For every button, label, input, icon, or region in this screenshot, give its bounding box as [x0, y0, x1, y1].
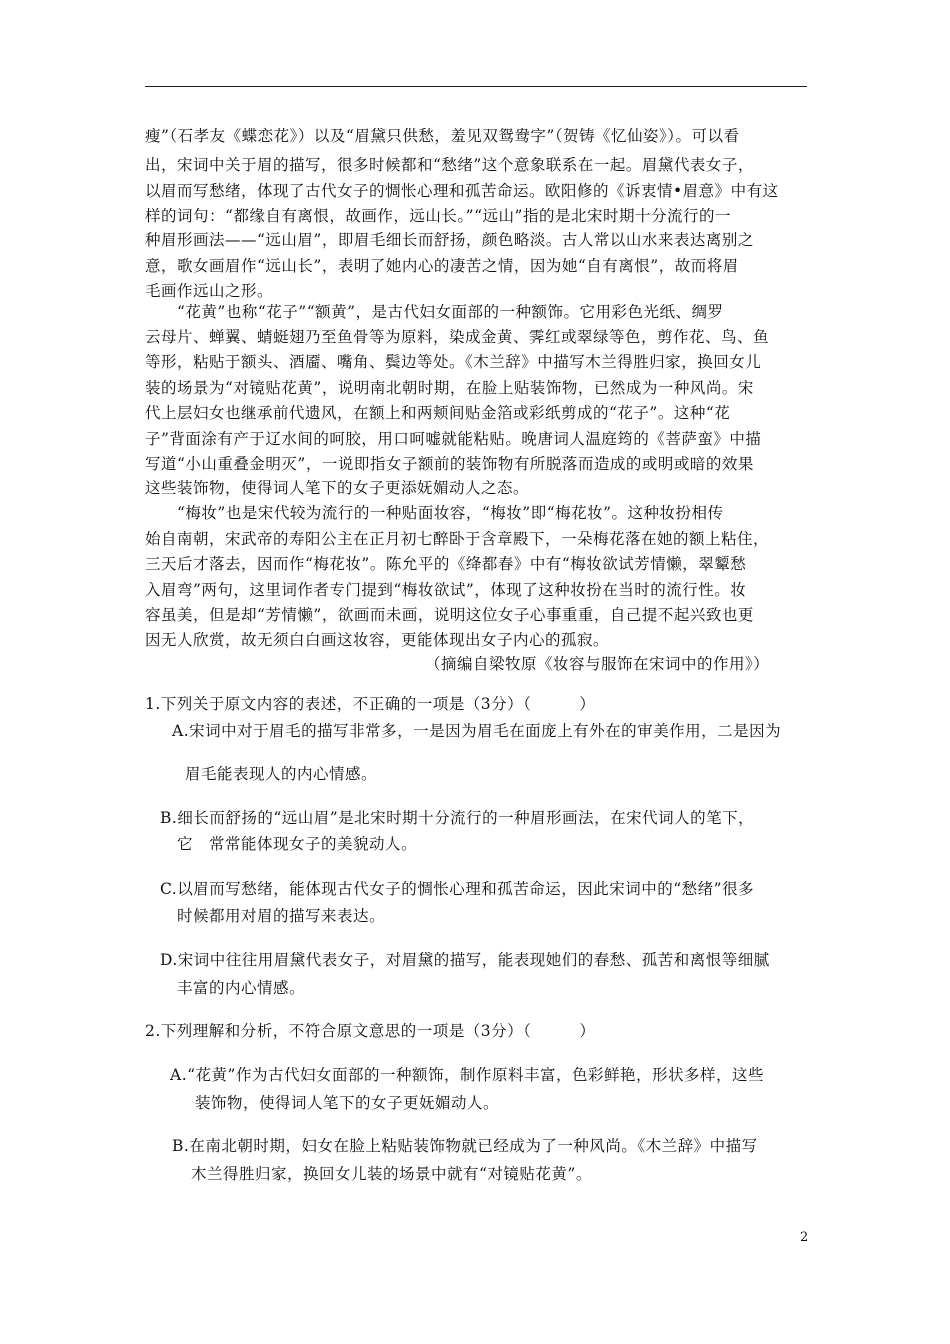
passage-line: 代上层妇女也继承前代遗风，在额上和两颊间贴金箔或彩纸剪成的“花子”。这种“花 [145, 404, 731, 422]
header-rule [145, 86, 807, 87]
passage-line: 写道“小山重叠金明灭”，一说即指女子额前的装饰物有所脱落而造成的或明或暗的效果 [145, 455, 754, 473]
passage-line: 云母片、蝉翼、蜻蜓翅乃至鱼骨等为原料，染成金黄、霁红或翠绿等色，剪作花、鸟、鱼 [145, 328, 770, 346]
option-d: D.宋词中往往用眉黛代表女子，对眉黛的描写，能表现她们的春愁、孤苦和离恨等细腻 [160, 951, 770, 969]
passage-line: 子”背面涂有产于辽水间的呵胶，用口呵嘘就能粘贴。晚唐词人温庭筠的《菩萨蛮》中描 [145, 430, 762, 448]
question-stem: 2.下列理解和分析，不符合原文意思的一项是（3分）（ ） [145, 1022, 596, 1040]
option-b: B.细长而舒扬的“远山眉”是北宋时期十分流行的一种眉形画法，在宋代词人的笔下， [160, 809, 755, 827]
option-a: A.宋词中对于眉毛的描写非常多，一是因为眉毛在面庞上有外在的审美作用，二是因为 [172, 722, 782, 740]
passage-line: 出，宋词中关于眉的描写，很多时候都和“愁绪”这个意象联系在一起。眉黛代表女子， [145, 156, 754, 174]
passage-line: 样的词句：“都缘自有离恨，故画作，远山长。”“远山”指的是北宋时期十分流行的一 [145, 207, 731, 225]
option-b-continued: 木兰得胜归家，换回女儿装的场景中就有“对镜贴花黄”。 [191, 1165, 592, 1183]
passage-line: 毛画作远山之形。 [145, 282, 274, 300]
passage-line: 始自南朝，宋武帝的寿阳公主在正月初七醉卧于含章殿下，一朵梅花落在她的额上粘住， [145, 530, 770, 548]
passage-line: 这些装饰物，使得词人笔下的女子更添妩媚动人之态。 [145, 479, 530, 497]
option-c: C.以眉而写愁绪，能体现古代女子的惆怅心理和孤苦命运，因此宋词中的“愁绪”很多 [160, 880, 755, 898]
passage-line: 三天后才落去，因而作“梅花妆”。陈允平的《绛都春》中有“梅妆欲试芳情懒，翠颦愁 [145, 555, 747, 573]
option-a: A.“花黄”作为古代妇女面部的一种额饰，制作原料丰富，色彩鲜艳，形状多样，这些 [170, 1066, 764, 1084]
option-b: B.在南北朝时期，妇女在脸上粘贴装饰物就已经成为了一种风尚。《木兰辞》中描写 [172, 1137, 758, 1155]
option-d-continued: 丰富的内心情感。 [177, 979, 306, 997]
passage-line: 因无人欣赏，故无须白白画这妆容，更能体现出女子内心的孤寂。 [145, 631, 610, 649]
option-a-continued: 装饰物，使得词人笔下的女子更妩媚动人。 [195, 1094, 500, 1112]
passage-line: 入眉弯”两句，这里词作者专门提到“梅妆欲试”，体现了这种妆扮在当时的流行性。妆 [145, 581, 747, 599]
passage-line: 以眉而写愁绪，体现了古代女子的惆怅心理和孤苦命运。欧阳修的《诉衷情•眉意》中有这 [145, 182, 779, 200]
page-number: 2 [800, 1230, 809, 1245]
question-stem: 1.下列关于原文内容的表述，不正确的一项是（3分）（ ） [145, 695, 596, 713]
option-a-continued: 眉毛能表现人的内心情感。 [185, 765, 378, 783]
passage-line: 意，歌女画眉作“远山长”，表明了她内心的凄苦之情，因为她“自有离恨”，故而将眉 [145, 257, 739, 275]
passage-line: 装的场景为“对镜贴花黄”，说明南北朝时期，在脸上贴装饰物，已然成为一种风尚。宋 [145, 379, 754, 397]
passage-line: “梅妆”也是宋代较为流行的一种贴面妆容，“梅妆”即“梅花妆”。这种妆扮相传 [177, 504, 724, 522]
passage-line: 容虽美，但是却“芳情懒”，欲画而未画，说明这位女子心事重重，自己提不起兴致也更 [145, 606, 754, 624]
passage-line: “花黄”也称“花子”“额黄”，是古代妇女面部的一种额饰。它用彩色光纸、绸罗 [177, 303, 724, 321]
option-c-continued: 时候都用对眉的描写来表达。 [177, 907, 386, 925]
passage-line: 种眉形画法——“远山眉”，即眉毛细长而舒扬，颜色略淡。古人常以山水来表达离别之 [145, 231, 754, 249]
source-citation: （摘编自梁牧原《妆容与服饰在宋词中的作用》） [425, 655, 770, 673]
passage-line: 瘦”（石孝友《蝶恋花》）以及“眉黛只供愁，羞见双鸳鸯字”（贺铸《忆仙姿》）。可以看 [145, 127, 740, 145]
passage-line: 等形，粘贴于额头、酒靥、嘴角、鬓边等处。《木兰辞》中描写木兰得胜归家，换回女儿 [145, 353, 762, 371]
option-b-continued: 它 常常能体现女子的美貌动人。 [177, 835, 418, 853]
